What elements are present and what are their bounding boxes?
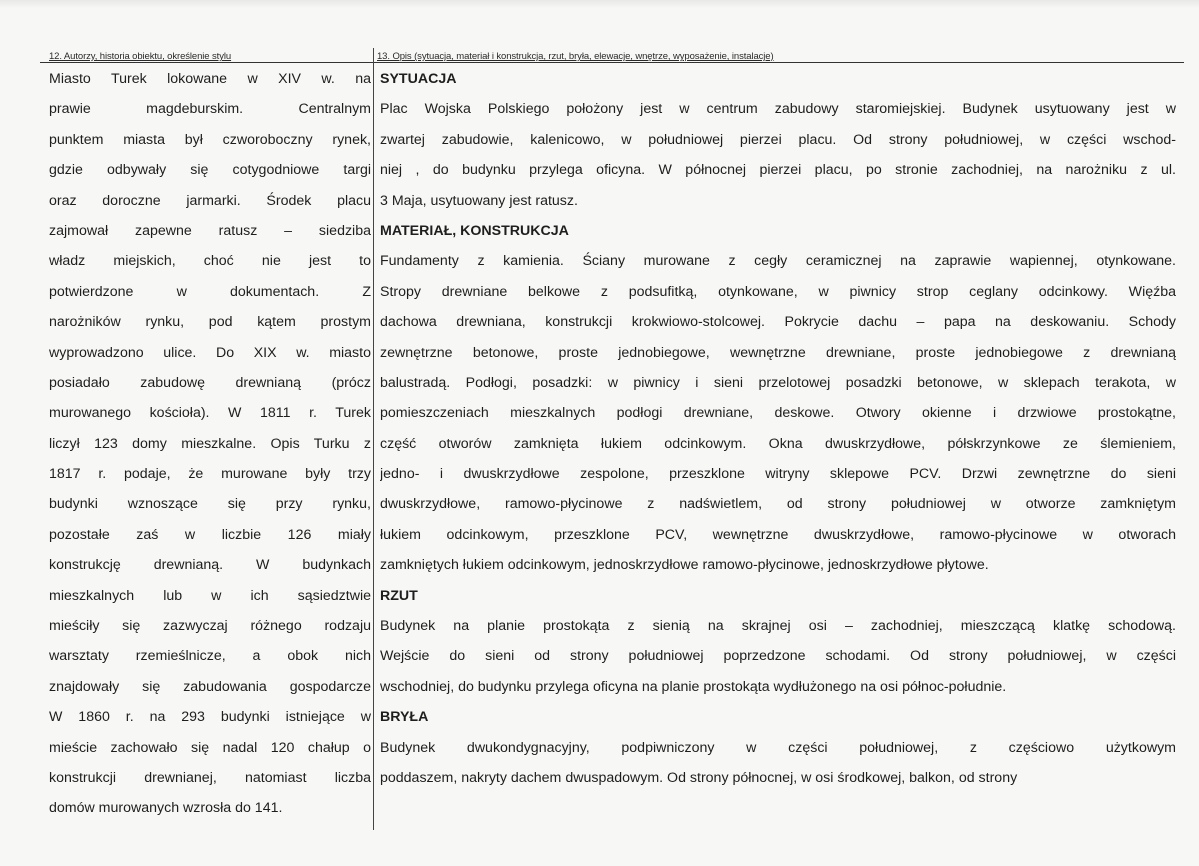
column-divider	[373, 48, 374, 830]
history-text-line: liczył 123 domy mieszkalne. Opis Turku z	[49, 435, 371, 452]
description-text-line: jedno- i dwuskrzydłowe zespolone, przeszklone witryny sklepowe PCV. Drzwi zewnętrzne do sieni	[380, 466, 1176, 483]
history-text-line: pozostałe zaś w liczbie 126 miały	[49, 526, 371, 543]
description-text-line: zamkniętych łukiem odcinkowym, jednoskrzydłowe ramowo-płycinowe, jednoskrzydłowe płytowe.	[380, 557, 989, 574]
section-heading: MATERIAŁ, KONSTRUKCJA	[380, 222, 569, 239]
description-text-line: Budynek na planie prostokąta z sienią na skrajnej osi – zachodniej, mieszczącą klatkę schodową.	[380, 618, 1176, 635]
description-text-line: Fundamenty z kamienia. Ściany murowane z cegły ceramicznej na zaprawie wapiennej, otynkowane.	[380, 253, 1176, 270]
history-text-line: mieście zachowało się nadal 120 chałup o	[49, 739, 371, 756]
description-column	[380, 64, 1176, 793]
history-text-line: prawie magdeburskim. Centralnym	[49, 101, 371, 118]
history-text-line: warsztaty rzemieślnicze, a obok nich	[49, 648, 371, 665]
history-column	[49, 64, 371, 824]
history-text-line: potwierdzone w dokumentach. Z	[49, 283, 371, 300]
section-heading: SYTUACJA	[380, 71, 457, 87]
history-text-line: władz miejskich, choć nie jest to	[49, 253, 371, 270]
history-text-line: narożników rynku, pod kątem prostym	[49, 314, 371, 331]
description-text-line: niej , do budynku przylega oficyna. W północnej pierzei placu, po stronie zachodniej, na narożniku z ul.	[380, 162, 1176, 179]
description-text-line: balustradą. Podłogi, posadzki: w piwnicy i sieni przelotowej posadzki betonowe, w sklepach terakota, w	[380, 374, 1176, 391]
description-text-line: dwuskrzydłowe, ramowo-płycinowe z nadświetlem, od strony południowej w otworze zamkniętym	[380, 496, 1176, 513]
description-text-line: Wejście do sieni od strony południowej poprzedzone schodami. Od strony południowej, w części	[380, 648, 1176, 665]
description-text-line: Budynek dwukondygnacyjny, podpiwniczony w części południowej, z częściowo użytkowym	[380, 739, 1176, 756]
description-text-line: pomieszczeniach mieszkalnych podłogi drewniane, deskowe. Otwory okienne i drzwiowe prostokątne,	[380, 405, 1176, 422]
description-text-line: 3 Maja, usytuowany jest ratusz.	[380, 192, 578, 209]
description-text-line: poddaszem, nakryty dachem dwuspadowym. Od strony północnej, w osi środkowej, balkon, od strony	[380, 769, 1018, 786]
history-text-line: punktem miasta był czworoboczny rynek,	[49, 131, 371, 148]
history-text-line: mieszkalnych lub w ich sąsiedztwie	[49, 587, 371, 604]
header-rule	[40, 62, 1184, 63]
section-heading: BRYŁA	[380, 709, 429, 726]
history-text-line: wyprowadzono ulice. Do XIX w. miasto	[49, 344, 371, 361]
section-12-header: 12. Autorzy, historia obiektu, określenie stylu	[49, 51, 232, 62]
history-text-line: oraz doroczne jarmarki. Środek placu	[49, 192, 371, 209]
history-text-line: mieściły się zazwyczaj różnego rodzaju	[49, 618, 371, 635]
description-text-line: dachowa drewniana, konstrukcji krokwiowo-stolcowej. Pokrycie dachu – papa na deskowaniu. Schody	[380, 314, 1176, 331]
description-text-line: zwartej zabudowie, kalenicowo, w południowej pierzei placu. Od strony południowej, w części wschod-	[380, 131, 1176, 148]
description-text-line: Stropy drewniane belkowe z podsufitką, otynkowane, w piwnicy strop ceglany odcinkowy. Więźba	[380, 283, 1176, 300]
history-text-line: konstrukcję drewnianą. W budynkach	[49, 557, 371, 574]
description-text-line: wschodniej, do budynku przylega oficyna na planie prostokąta wydłużonego na osi północ-południe.	[380, 678, 1007, 695]
history-text-line: Miasto Turek lokowane w XIV w. na	[49, 71, 371, 87]
history-text-line: znajdowały się zabudowania gospodarcze	[49, 678, 371, 695]
history-text-line: zajmował zapewne ratusz – siedziba	[49, 222, 371, 239]
description-text-line: Plac Wojska Polskiego położony jest w centrum zabudowy staromiejskiej. Budynek usytuowany jest w	[380, 101, 1176, 118]
section-heading: RZUT	[380, 587, 418, 604]
scan-edge	[0, 0, 1199, 8]
description-text-line: łukiem odcinkowym, przeszklone PCV, wewnętrzne dwuskrzydłowe, ramowo-płycinowe w otworach	[380, 526, 1176, 543]
section-13-header: 13. Opis (sytuacja, materiał i konstrukcja, rzut, bryła, elewacje, wnętrze, wyposażenie, instalacje)	[377, 51, 774, 62]
history-text-line: W 1860 r. na 293 budynki istniejące w	[49, 709, 371, 726]
history-text-line: 1817 r. podaje, że murowane były trzy	[49, 466, 371, 483]
history-text-line: budynki wznoszące się przy rynku,	[49, 496, 371, 513]
description-text-line: część otworów zamknięta łukiem odcinkowym. Okna dwuskrzydłowe, półskrzynkowe ze ślemieniem,	[380, 435, 1176, 452]
history-text-line: gdzie odbywały się cotygodniowe targi	[49, 162, 371, 179]
form-sheet	[40, 40, 1190, 830]
history-text-line: domów murowanych wzrosła do 141.	[49, 800, 283, 817]
description-text-line: zewnętrzne betonowe, proste jednobiegowe, wewnętrzne drewniane, proste jednobiegowe z drewnianą	[380, 344, 1176, 361]
history-text-line: murowanego kościoła). W 1811 r. Turek	[49, 405, 371, 422]
history-text-line: posiadało zabudowę drewnianą (prócz	[49, 374, 371, 391]
history-text-line: konstrukcji drewnianej, natomiast liczba	[49, 769, 371, 786]
